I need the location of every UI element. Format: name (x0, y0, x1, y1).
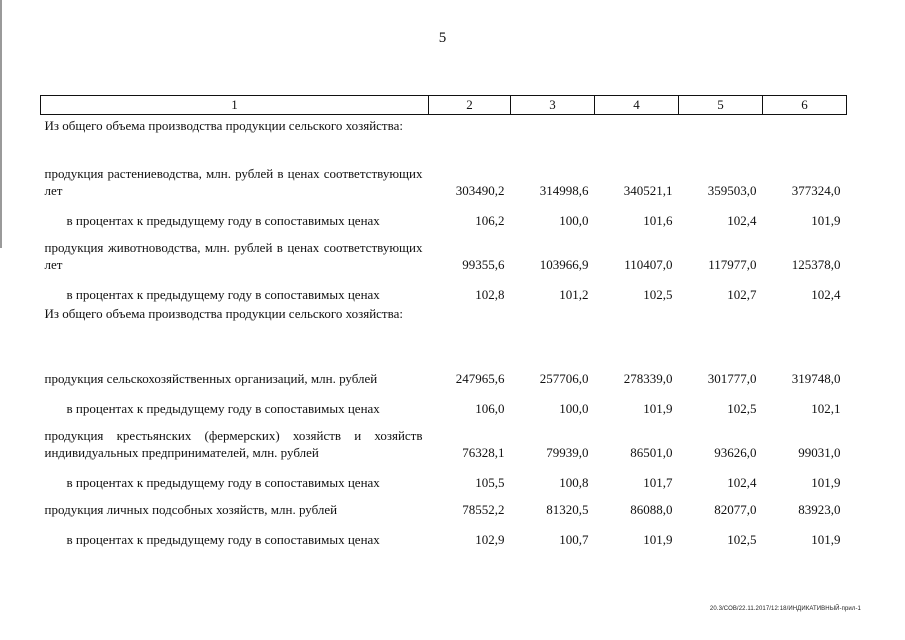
row-label: в процентах к предыдущему году в сопоставимых ценах (66, 475, 380, 490)
value-cell: 314998,6 (539, 183, 589, 198)
value-cell (679, 303, 763, 343)
value-cell: 102,8 (475, 287, 505, 302)
value-cell: 102,1 (811, 401, 841, 416)
value-cell: 101,6 (643, 213, 673, 228)
value-cell: 319748,0 (791, 371, 841, 386)
row-label: продукция животноводства, млн. рублей в ценах соответствующих лет (44, 240, 423, 272)
value-cell: 99355,6 (462, 257, 505, 272)
value-cell: 103966,9 (539, 257, 589, 272)
table-row (41, 199, 847, 229)
value-cell: 102,4 (727, 213, 757, 228)
row-label: в процентах к предыдущему году в сопоставимых ценах (66, 213, 380, 228)
value-cell (763, 303, 847, 343)
table-row (41, 387, 847, 417)
value-cell: 78552,2 (462, 502, 505, 517)
page-number: 5 (438, 30, 447, 46)
table-row (41, 417, 847, 461)
value-cell (429, 303, 511, 343)
value-cell: 100,0 (559, 213, 589, 228)
value-cell (511, 303, 595, 343)
value-cell: 76328,1 (462, 445, 505, 460)
value-cell (511, 115, 595, 156)
value-cell: 82077,0 (714, 502, 757, 517)
value-cell: 278339,0 (623, 371, 673, 386)
table-row (41, 518, 847, 548)
value-cell: 100,8 (559, 475, 589, 490)
value-cell: 102,7 (727, 287, 757, 302)
value-cell: 101,2 (559, 287, 589, 302)
value-cell (595, 303, 679, 343)
row-label: Из общего объема производства продукции сельского хозяйства: (44, 118, 403, 133)
column-header: 2 (429, 96, 511, 115)
column-header: 6 (763, 96, 847, 115)
row-label: в процентах к предыдущему году в сопоставимых ценах (66, 287, 380, 302)
value-cell: 86088,0 (630, 502, 673, 517)
column-header: 1 (41, 96, 429, 115)
value-cell (763, 115, 847, 156)
document-footer-code: 20.3/СОВ/22.11.2017/12:18/ИНДИКАТИВНЫЙ-прил-1 (709, 606, 861, 612)
value-cell: 105,5 (475, 475, 505, 490)
row-label: Из общего объема производства продукции сельского хозяйства: (44, 306, 403, 321)
value-cell: 117977,0 (708, 257, 757, 272)
value-cell: 93626,0 (714, 445, 757, 460)
row-label: в процентах к предыдущему году в сопоставимых ценах (66, 532, 380, 547)
value-cell (429, 115, 511, 156)
table-row (41, 303, 847, 343)
table-row (41, 229, 847, 273)
value-cell (679, 115, 763, 156)
table-row (41, 461, 847, 491)
value-cell: 101,9 (643, 532, 673, 547)
value-cell: 101,9 (811, 532, 841, 547)
value-cell: 100,0 (559, 401, 589, 416)
value-cell: 101,9 (643, 401, 673, 416)
value-cell: 106,2 (475, 213, 505, 228)
value-cell (595, 115, 679, 156)
value-cell: 125378,0 (791, 257, 841, 272)
column-header: 5 (679, 96, 763, 115)
value-cell: 340521,1 (623, 183, 673, 198)
value-cell: 106,0 (475, 401, 505, 416)
value-cell: 83923,0 (798, 502, 841, 517)
table-row (41, 273, 847, 303)
value-cell: 110407,0 (624, 257, 673, 272)
table-row (41, 343, 847, 387)
table-row (41, 115, 847, 156)
value-cell: 301777,0 (707, 371, 757, 386)
row-label: продукция растениеводства, млн. рублей в ценах соответствующих лет (44, 166, 423, 198)
table-row (41, 491, 847, 518)
value-cell: 257706,0 (539, 371, 589, 386)
value-cell: 100,7 (559, 532, 589, 547)
value-cell: 247965,6 (455, 371, 505, 386)
indicators-table (40, 95, 847, 548)
value-cell: 101,9 (811, 213, 841, 228)
value-cell: 99031,0 (798, 445, 841, 460)
value-cell: 102,4 (811, 287, 841, 302)
column-header: 3 (511, 96, 595, 115)
row-label: продукция сельскохозяйственных организаций, млн. рублей (44, 371, 378, 386)
row-label: в процентах к предыдущему году в сопоставимых ценах (66, 401, 380, 416)
value-cell: 102,4 (727, 475, 757, 490)
value-cell: 377324,0 (791, 183, 841, 198)
table-body (41, 115, 847, 549)
value-cell: 303490,2 (455, 183, 505, 198)
value-cell: 102,5 (727, 401, 757, 416)
table-header-row (41, 96, 847, 115)
value-cell: 359503,0 (707, 183, 757, 198)
value-cell: 101,7 (643, 475, 673, 490)
row-label: продукция крестьянских (фермерских) хозяйств и хозяйств индивидуальных предпринимателей, млн. рублей (44, 428, 423, 460)
value-cell: 79939,0 (546, 445, 589, 460)
value-cell: 86501,0 (630, 445, 673, 460)
value-cell: 102,5 (727, 532, 757, 547)
value-cell: 102,5 (643, 287, 673, 302)
value-cell: 101,9 (811, 475, 841, 490)
table-row (41, 155, 847, 199)
row-label: продукция личных подсобных хозяйств, млн. рублей (44, 502, 338, 517)
value-cell: 102,9 (475, 532, 505, 547)
column-header: 4 (595, 96, 679, 115)
value-cell: 81320,5 (546, 502, 589, 517)
